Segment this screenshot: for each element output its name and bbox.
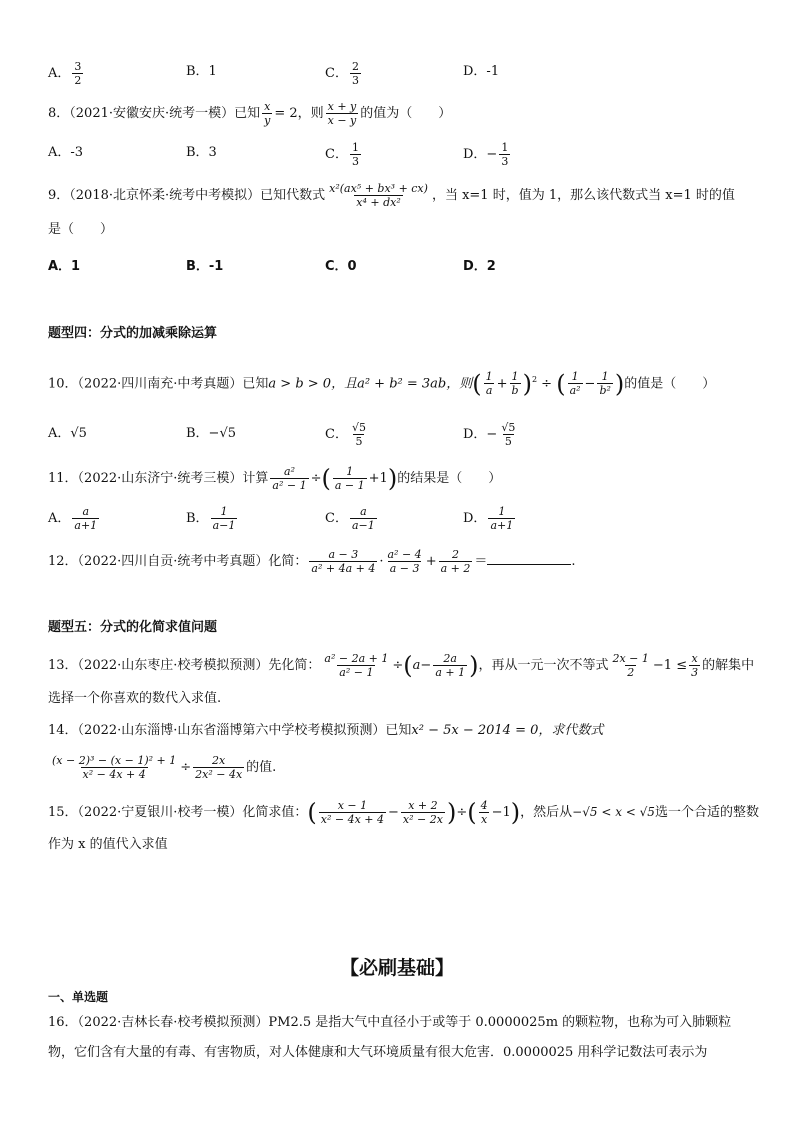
q10-option-c: C． $\frac{√5}{5}$: [325, 421, 366, 448]
question-16: 16．（2022·吉林长春·校考模拟预测）PM2.5 是指大气中直径小于或等于 0.0000025m 的颗粒物，也称为可入肺颗粒: [48, 1015, 732, 1030]
q11-option-c: C． $\frac{a}{a-1}$: [325, 505, 375, 532]
q10-option-b: B．−√5: [186, 426, 237, 441]
question-15: 15．（2022·宁夏银川·校考一模）化简求值：( $\frac{x - 1}{\text{x² − 4x + 4}}$ − $\frac{x + 2}{\text{x² − 2x}}$ )÷( $\frac{4}{x}$ −1)，然后从−√5 < x < √5选一个合适的整数: [48, 798, 759, 827]
q10-option-d: D．− $\frac{√5}{5}$: [463, 421, 516, 448]
q8-option-c: C． $\frac{1}{3}$: [325, 141, 359, 168]
question-8: 8．（2021·安徽安庆·统考一模）已知 $\frac{x}{y}$ = 2，则 $\frac{x + y}{x - y}$ 的值为（ ）: [48, 100, 452, 127]
question-14-line2: $\frac{\text{(x − 2)³ − (x − 1)² + 1}}{\text{x² − 4x + 4}}$ ÷ $\frac{2x}{\text{2x² − 4x}}$ 的值.: [52, 754, 277, 781]
answer-blank[interactable]: [487, 550, 571, 565]
question-13: 13．（2022·山东枣庄·校考模拟预测）先化简： $\frac{\text{a² − 2a + 1}}{\text{a² − 1}}$ ÷(a− $\frac{2a}{a + 1}$ )，再从一元一次不等式 $\frac{2x - 1}{2}$ −1 ≤ $\frac{x}{3}$ 的解集中: [48, 651, 755, 680]
q9-option-c: C．0: [325, 259, 357, 274]
q9-option-a: A．1: [48, 259, 81, 274]
q7-option-a: A． $\frac{3}{2}$: [48, 60, 82, 87]
q7-option-c: C． $\frac{2}{3}$: [325, 60, 359, 87]
subsection-title: 一、单选题: [48, 990, 109, 1004]
question-15-line2: 作为 x 的值代入求值: [48, 837, 168, 852]
q10-option-a: A．√5: [48, 426, 87, 441]
q7-option-d: D．-1: [463, 64, 500, 79]
section-title: 【必刷基础】: [339, 957, 454, 979]
section-heading-type5: 题型五：分式的化简求值问题: [48, 620, 218, 635]
q8-option-d: D．− $\frac{1}{3}$: [463, 141, 509, 168]
q11-option-a: A． $\frac{a}{a+1}$: [48, 505, 98, 532]
question-12: 12．（2022·四川自贡·统考中考真题）化简： $\frac{a - 3}{\text{a² + 4a + 4}}$ · $\frac{\text{a² − 4}}{a - 3}$ + $\frac{2}{a + 2}$ ＝ .: [48, 548, 576, 575]
q11-option-b: B． $\frac{1}{a-1}$: [186, 505, 236, 532]
q8-option-a: A．-3: [48, 145, 84, 160]
q9-option-d: D．2: [463, 259, 496, 274]
question-11: 11．（2022·山东济宁·统考三模）计算 $\frac{\text{a²}}{\text{a² − 1}}$ ÷( $\frac{1}{a - 1}$ +1)的结果是（ ）: [48, 464, 502, 493]
q9-option-b: B．-1: [186, 259, 224, 274]
question-10: 10．（2022·四川南充·中考真题）已知a > b > 0，且a² + b² = 3ab，则( $\frac{1}{a}$ + $\frac{1}{b}$ )$^2$ ÷ ( $\frac{1}{\text{a²}}$ − $\frac{1}{\text{b²}}$ )的值是（ ）: [48, 369, 716, 398]
question-13-line2: 选择一个你喜欢的数代入求值.: [48, 691, 222, 706]
q7-option-b: B．1: [186, 64, 217, 79]
question-16-line2: 物，它们含有大量的有毒、有害物质，对人体健康和大气环境质量有很大危害．0.0000025 用科学记数法可表示为: [48, 1045, 708, 1060]
question-9: 9．（2018·北京怀柔·统考中考模拟）已知代数式 $\frac{\text{x²(ax⁵ + bx³ + cx)}}{\text{x⁴ + dx²}}$ ，当 x=1 时，值为 1，那么该代数式当 x=1 时的值: [48, 182, 735, 209]
section-heading-type4: 题型四：分式的加减乘除运算: [48, 326, 218, 341]
question-14: 14．（2022·山东淄博·山东省淄博第六中学校考模拟预测）已知x² − 5x − 2014 = 0，求代数式: [48, 723, 604, 738]
q11-option-d: D． $\frac{1}{a+1}$: [463, 505, 514, 532]
q8-option-b: B．3: [186, 145, 217, 160]
question-9-line2: 是（ ）: [48, 222, 114, 237]
